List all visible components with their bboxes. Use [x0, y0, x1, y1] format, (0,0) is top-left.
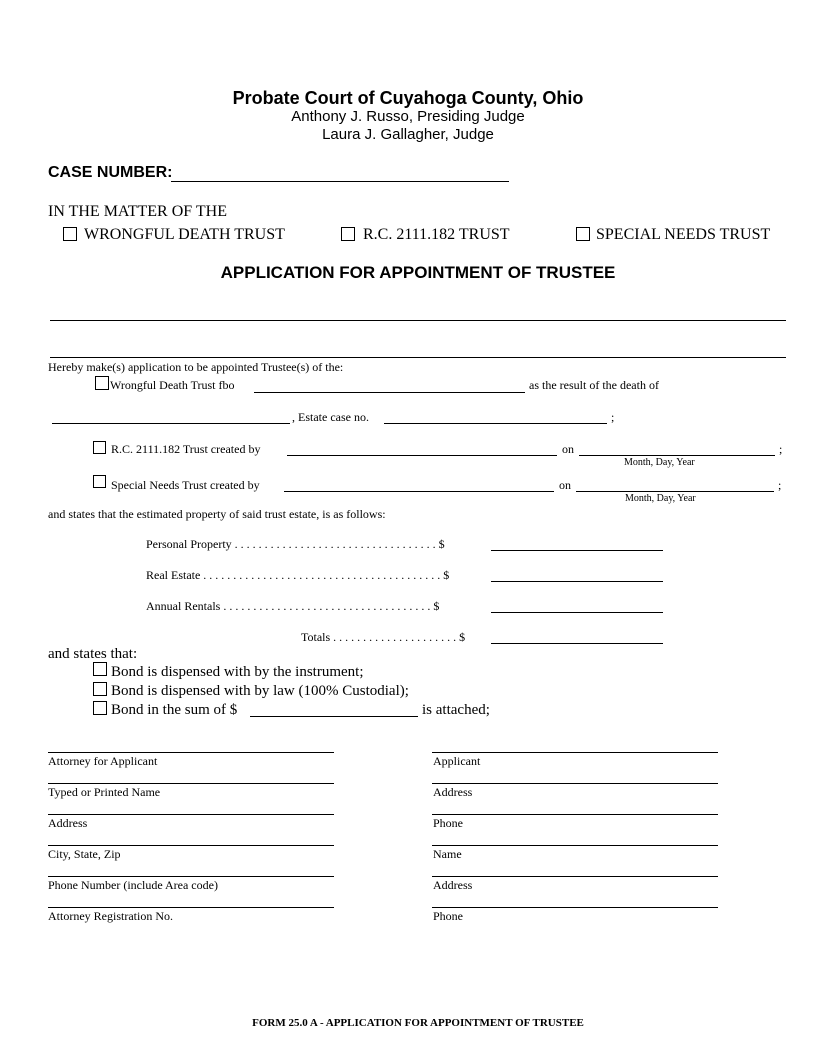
rc-semicolon: ;	[779, 442, 783, 456]
typed-name-label: Typed or Printed Name	[48, 785, 161, 799]
wrongful-death-fbo-checkbox[interactable]	[95, 376, 109, 390]
applicant-address-line[interactable]	[432, 783, 718, 784]
applicant-label: Applicant	[433, 754, 481, 768]
decedent-name-field[interactable]	[52, 423, 290, 424]
personal-property-field[interactable]	[491, 550, 663, 551]
typed-name-line[interactable]	[48, 783, 334, 784]
bond-law-label: Bond is dispensed with by law (100% Custodial);	[111, 683, 409, 699]
special-needs-creator-field[interactable]	[284, 491, 554, 492]
case-number-label: CASE NUMBER:	[48, 164, 173, 181]
wrongful-death-fbo-label: Wrongful Death Trust fbo	[110, 378, 235, 392]
form-title: APPLICATION FOR APPOINTMENT OF TRUSTEE	[220, 263, 616, 282]
attorney-address-line[interactable]	[48, 814, 334, 815]
city-state-zip-label: City, State, Zip	[48, 847, 121, 861]
estate-case-number-field[interactable]	[384, 423, 607, 424]
totals-label: Totals . . . . . . . . . . . . . . . . . . . . . $	[301, 630, 466, 644]
co-applicant-address-label: Address	[433, 878, 473, 892]
bond-amount-field[interactable]	[250, 716, 418, 717]
special-needs-date-hint: Month, Day, Year	[625, 493, 696, 504]
real-estate-label: Real Estate . . . . . . . . . . . . . . . . . . . . . . . . . . . . . . . . . . . . . . . . $	[146, 568, 450, 582]
annual-rentals-label: Annual Rentals . . . . . . . . . . . . . . . . . . . . . . . . . . . . . . . . . . . $	[146, 599, 440, 613]
rc-date-hint: Month, Day, Year	[624, 457, 695, 468]
attorney-phone-line[interactable]	[48, 876, 334, 877]
estate-semicolon: ;	[611, 410, 615, 424]
special-needs-semicolon: ;	[778, 478, 782, 492]
case-number-field[interactable]	[171, 181, 509, 182]
court-title: Probate Court of Cuyahoga County, Ohio	[232, 88, 584, 108]
presiding-judge: Anthony J. Russo, Presiding Judge	[291, 108, 525, 125]
co-applicant-phone-label: Phone	[433, 909, 463, 923]
totals-field[interactable]	[491, 643, 663, 644]
annual-rentals-field[interactable]	[491, 612, 663, 613]
attorney-phone-label: Phone Number (include Area code)	[48, 878, 218, 892]
co-applicant-name-line[interactable]	[432, 845, 718, 846]
rc-on-label: on	[562, 442, 574, 456]
attorney-for-applicant-label: Attorney for Applicant	[48, 754, 158, 768]
bond-instrument-label: Bond is dispensed with by the instrument;	[111, 664, 364, 680]
applicant-address-label: Address	[433, 785, 473, 799]
property-intro: and states that the estimated property of said trust estate, is as follows:	[48, 507, 386, 521]
fbo-name-field[interactable]	[254, 392, 525, 393]
attorney-address-label: Address	[48, 816, 88, 830]
bond-sum-prefix: Bond in the sum of $	[111, 702, 238, 718]
attorney-signature-line[interactable]	[48, 752, 334, 753]
rc-trust-date-field[interactable]	[579, 455, 775, 456]
wrongful-death-trust-label: WRONGFUL DEATH TRUST	[84, 226, 285, 243]
wrongful-death-trust-checkbox[interactable]	[63, 227, 77, 241]
attorney-registration-label: Attorney Registration No.	[48, 909, 173, 923]
co-applicant-name-label: Name	[433, 847, 462, 861]
real-estate-field[interactable]	[491, 581, 663, 582]
judge: Laura J. Gallagher, Judge	[322, 126, 494, 143]
form-footer: FORM 25.0 A - APPLICATION FOR APPOINTMENT OF TRUSTEE	[252, 1017, 584, 1029]
special-needs-trust-checkbox[interactable]	[576, 227, 590, 241]
applicant-phone-label: Phone	[433, 816, 463, 830]
special-needs-created-checkbox[interactable]	[93, 475, 106, 488]
matter-intro: IN THE MATTER OF THE	[48, 203, 227, 220]
estate-case-label: , Estate case no.	[292, 410, 369, 424]
applicant-name-line-2[interactable]	[50, 357, 786, 358]
bond-instrument-checkbox[interactable]	[93, 662, 107, 676]
applicant-signature-line[interactable]	[432, 752, 718, 753]
special-needs-trust-label: SPECIAL NEEDS TRUST	[596, 226, 771, 243]
co-applicant-phone-line[interactable]	[432, 907, 718, 908]
special-needs-date-field[interactable]	[576, 491, 774, 492]
applicant-name-line-1[interactable]	[50, 320, 786, 321]
rc-trust-creator-field[interactable]	[287, 455, 557, 456]
rc-2111-182-trust-checkbox[interactable]	[341, 227, 355, 241]
applicant-phone-line[interactable]	[432, 814, 718, 815]
bond-law-checkbox[interactable]	[93, 682, 107, 696]
death-of-label: as the result of the death of	[529, 378, 659, 392]
city-state-zip-line[interactable]	[48, 845, 334, 846]
application-intro: Hereby make(s) application to be appointed Trustee(s) of the:	[48, 360, 344, 374]
rc-trust-created-checkbox[interactable]	[93, 441, 106, 454]
co-applicant-address-line[interactable]	[432, 876, 718, 877]
bond-sum-suffix: is attached;	[422, 702, 490, 718]
special-needs-created-label: Special Needs Trust created by	[111, 478, 260, 492]
personal-property-label: Personal Property . . . . . . . . . . . . . . . . . . . . . . . . . . . . . . . . . . $	[146, 537, 445, 551]
rc-trust-created-label: R.C. 2111.182 Trust created by	[111, 442, 261, 456]
special-needs-on-label: on	[559, 478, 571, 492]
attorney-registration-line[interactable]	[48, 907, 334, 908]
bond-sum-checkbox[interactable]	[93, 701, 107, 715]
bond-intro: and states that:	[48, 646, 138, 662]
rc-2111-182-trust-label: R.C. 2111.182 TRUST	[363, 226, 510, 243]
